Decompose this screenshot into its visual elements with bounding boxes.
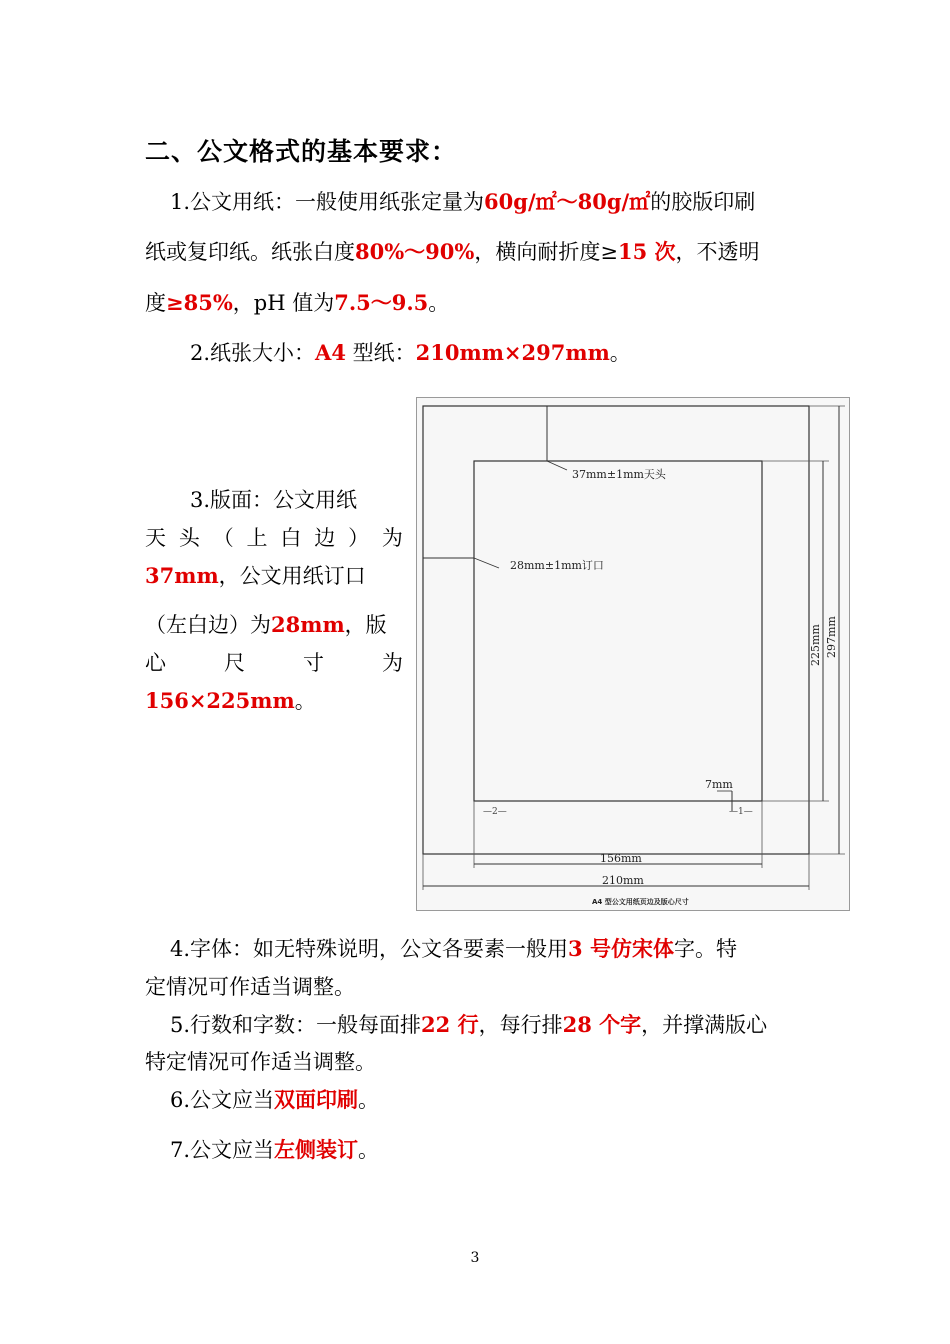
font-spec-line-1: 4.字体：如无特殊说明，公文各要素一般用3 号仿宋体字。特 xyxy=(170,936,737,961)
width-page-label: 210mm xyxy=(602,874,644,887)
layout-line-6: 156×225mm。 xyxy=(145,688,316,713)
height-page-label: 297mm xyxy=(825,616,838,658)
page-number: 3 xyxy=(470,1250,480,1266)
left-margin-label: 28mm±1mm订口 xyxy=(510,559,604,572)
layout-line-2: 天 头 （ 上 白 边 ） 为 xyxy=(145,526,403,550)
binding-line: 7.公文应当左侧装订。 xyxy=(170,1137,380,1162)
layout-line-5: 心 尺 寸 为 xyxy=(145,651,403,675)
page-mark-left: —2— xyxy=(483,807,507,817)
core-area-outline xyxy=(474,461,762,801)
line-count-line-2: 特定情况可作适当调整。 xyxy=(145,1050,376,1074)
diagram-caption: A4 型公文用纸页边及版心尺寸 xyxy=(592,898,689,906)
a4-layout-svg xyxy=(417,398,849,910)
paper-spec-line-1: 1.公文用纸：一般使用纸张定量为60g/㎡～80g/㎡的胶版印刷 xyxy=(170,189,756,214)
layout-line-1: 3.版面：公文用纸 xyxy=(190,488,358,512)
layout-line-3: 37mm，公文用纸订口 xyxy=(145,563,366,588)
line-count-line-1: 5.行数和字数：一般每面排22 行，每行排28 个字，并撑满版心 xyxy=(170,1012,768,1037)
paper-size-line: 2.纸张大小：A4 型纸：210mm×297mm。 xyxy=(190,340,631,365)
height-core-label: 225mm xyxy=(809,624,822,666)
bottom-gap-label: 7mm xyxy=(705,778,733,791)
layout-line-4: （左白边）为28mm，版 xyxy=(145,612,387,637)
page-mark-right: —1— xyxy=(729,807,753,817)
font-spec-line-2: 定情况可作适当调整。 xyxy=(145,975,355,999)
width-core-label: 156mm xyxy=(600,852,642,865)
paper-spec-line-3: 度≥85%，pH 值为7.5～9.5。 xyxy=(145,290,450,315)
section-heading: 二、公文格式的基本要求： xyxy=(145,137,458,166)
a4-layout-diagram xyxy=(416,397,850,911)
top-margin-label: 37mm±1mm天头 xyxy=(572,468,666,481)
duplex-print-line: 6.公文应当双面印刷。 xyxy=(170,1087,380,1112)
paper-spec-line-2: 纸或复印纸。纸张白度80%～90%，横向耐折度≥15 次，不透明 xyxy=(145,239,760,264)
